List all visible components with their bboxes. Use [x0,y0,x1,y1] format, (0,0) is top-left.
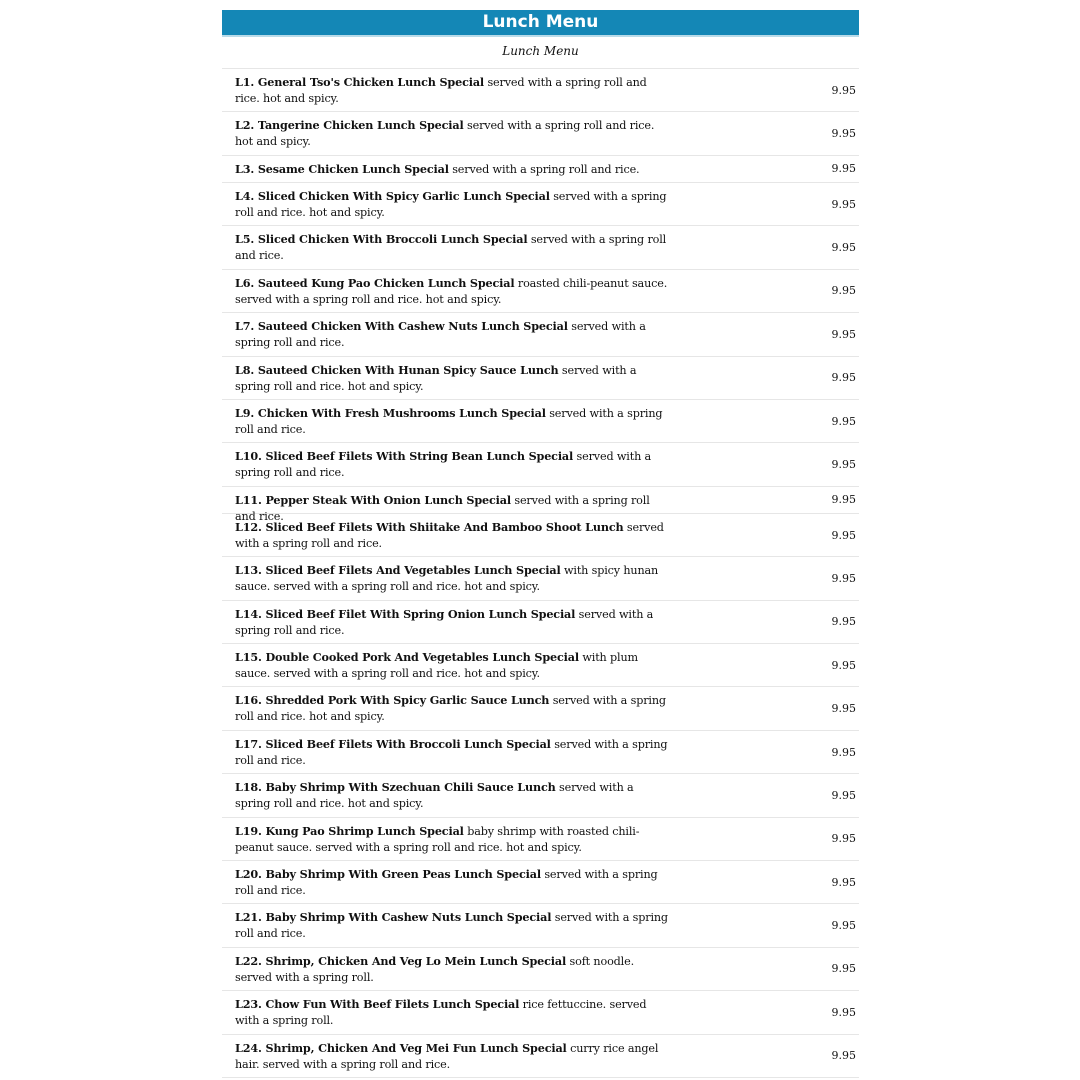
menu-item-text [235,519,670,552]
menu-item-name: L17. Sliced Beef Filets With Broccoli Lunch Special [235,736,551,751]
menu-item [222,183,859,226]
menu-item-name: L6. Sauteed Kung Pao Chicken Lunch Special [235,275,515,290]
menu-item-price: 9.95 [831,962,856,976]
menu-item [222,557,859,600]
menu-item-name: L14. Sliced Beef Filet With Spring Onion Lunch Special [235,606,576,621]
menu-item-description: served with a spring roll and rice. hot and spicy. [235,694,666,724]
menu-item-description: served with a spring roll and rice. [235,493,650,523]
menu-item [222,904,859,947]
menu-item-text [235,823,670,856]
menu-header: Lunch Menu [222,10,859,37]
menu-item-price: 9.95 [831,702,856,716]
menu-item-name: L15. Double Cooked Pork And Vegetables Lunch Special [235,650,579,665]
menu-item-description: roasted chili-peanut sauce. served with a spring roll and rice. hot and spicy. [235,276,668,306]
menu-item-description: with plum sauce. served with a spring roll and rice. hot and spicy. [235,651,638,681]
menu-item-name: L23. Chow Fun With Beef Filets Lunch Special [235,997,520,1012]
menu-item-text [235,779,670,812]
menu-item-name: L1. General Tso's Chicken Lunch Special [235,75,485,89]
menu-item-name: L8. Sauteed Chicken With Hunan Spicy Sauce Lunch [235,362,559,377]
menu-item [222,443,859,486]
menu-item-name: L16. Shredded Pork With Spicy Garlic Sauce Lunch [235,693,550,708]
menu-item [222,644,859,687]
menu-item-text [235,117,670,150]
menu-item-price: 9.95 [831,197,856,211]
menu-item-text [235,161,670,178]
menu-item-description: served with a spring roll and rice. [452,162,640,176]
menu-item-price: 9.95 [831,414,856,428]
menu-item [222,487,859,523]
menu-item-description: served with a spring roll and rice. hot and spicy. [235,189,667,219]
menu-item-text [235,1040,670,1073]
menu-item-description: soft noodle. served with a spring roll. [235,954,634,984]
menu-item-price: 9.95 [831,371,856,385]
menu-item [222,818,859,861]
menu-item-text [235,996,670,1029]
menu-item-price: 9.95 [831,127,856,141]
menu-item-description: baby shrimp with roasted chili-peanut sauce. served with a spring roll and rice. hot and spicy. [235,824,640,854]
menu-item-name: L11. Pepper Steak With Onion Lunch Special [235,492,511,507]
menu-item-text [235,562,670,595]
menu-item-name: L22. Shrimp, Chicken And Veg Lo Mein Lunch Special [235,953,567,968]
menu-item-description: curry rice angel hair. served with a spring roll and rice. [235,1041,659,1071]
menu-item-name: L3. Sesame Chicken Lunch Special [235,161,449,176]
menu-item-text [235,953,670,986]
menu-item-name: L19. Kung Pao Shrimp Lunch Special [235,823,464,838]
menu-item-description: served with a spring roll and rice. [235,233,667,263]
menu-item-name: L24. Shrimp, Chicken And Veg Mei Fun Lunch Special [235,1040,567,1055]
menu-item-price: 9.95 [831,658,856,672]
menu-item-text [235,405,670,438]
menu-subtitle: Lunch Menu [222,37,859,69]
menu-item-price: 9.95 [831,832,856,846]
menu-item-price: 9.95 [831,284,856,298]
menu-item-text [235,362,670,395]
menu-item [222,112,859,155]
menu-item-name: L10. Sliced Beef Filets With String Bean Lunch Special [235,449,574,464]
menu-item-description: served with a spring roll and rice. [235,911,668,941]
menu-item-name: L13. Sliced Beef Filets And Vegetables Lunch Special [235,563,561,578]
menu-item [222,601,859,644]
menu-item [222,948,859,991]
menu-item-price: 9.95 [831,83,856,97]
menu-item-name: L20. Baby Shrimp With Green Peas Lunch Special [235,867,541,882]
menu-item-text [235,74,670,107]
menu-item-name: L4. Sliced Chicken With Spicy Garlic Lunch Special [235,188,550,203]
menu-item-text [235,188,670,221]
menu-item-price: 9.95 [831,458,856,471]
menu-item-price: 9.95 [831,788,856,802]
menu-item-text [235,909,670,942]
menu-item [222,400,859,443]
menu-item-description: served with a spring roll and rice. [235,607,654,637]
menu-item [222,991,859,1034]
menu-item-text [235,606,670,639]
menu-item-price: 9.95 [831,615,856,629]
menu-item-text [235,318,670,351]
menu-item [222,270,859,313]
menu-item [222,514,859,557]
menu-item-text [235,649,670,682]
menu-item [222,357,859,400]
menu-item [222,774,859,817]
menu-item [222,687,859,730]
menu-item-text [235,231,670,264]
menu-item [222,731,859,774]
menu-item-description: served with a spring roll and rice. [235,868,658,898]
lunch-menu [222,10,859,1078]
menu-item-description: served with a spring roll and rice. hot and spicy. [235,781,634,811]
menu-item-text [235,692,670,725]
menu-item-name: L21. Baby Shrimp With Cashew Nuts Lunch Special [235,910,552,925]
menu-item-text [235,275,670,308]
menu-item-list [222,69,859,1078]
menu-item [222,226,859,269]
menu-item-description: served with a spring roll and rice. [235,737,668,767]
menu-item-description: served with a spring roll and rice. hot and spicy. [235,119,655,149]
menu-item [222,313,859,356]
menu-item-price: 9.95 [831,162,856,176]
menu-item-text [235,448,670,481]
menu-item-name: L7. Sauteed Chicken With Cashew Nuts Lunch Special [235,319,568,334]
menu-item-name: L2. Tangerine Chicken Lunch Special [235,118,464,133]
menu-item-description: served with a spring roll and rice. hot and spicy. [235,76,647,105]
menu-item-price: 9.95 [831,1049,856,1063]
menu-item-price: 9.95 [831,1005,856,1019]
menu-item [222,69,859,112]
menu-item-price: 9.95 [831,493,856,507]
menu-item [222,156,859,183]
menu-item-price: 9.95 [831,571,856,585]
menu-item-price: 9.95 [831,528,856,542]
menu-item-price: 9.95 [831,327,856,341]
menu-item-name: L12. Sliced Beef Filets With Shiitake And Bamboo Shoot Lunch [235,519,624,534]
menu-item-description: served with a spring roll and rice. [235,406,663,436]
menu-item-name: L18. Baby Shrimp With Szechuan Chili Sauce Lunch [235,780,556,795]
menu-item-text [235,736,670,769]
menu-item [222,861,859,904]
menu-item-description: with spicy hunan sauce. served with a spring roll and rice. hot and spicy. [235,564,659,594]
menu-item [222,1035,859,1078]
menu-item-description: served with a spring roll and rice. [235,450,652,480]
menu-item-price: 9.95 [831,745,856,759]
menu-item-description: served with a spring roll and rice. hot and spicy. [235,363,637,393]
menu-item-price: 9.95 [831,241,856,255]
menu-item-description: served with a spring roll and rice. [235,520,664,550]
menu-item-description: rice fettuccine. served with a spring roll. [235,998,647,1028]
menu-item-price: 9.95 [831,919,856,933]
menu-item-name: L5. Sliced Chicken With Broccoli Lunch Special [235,232,528,247]
menu-item-description: served with a spring roll and rice. [235,320,646,350]
menu-item-name: L9. Chicken With Fresh Mushrooms Lunch Special [235,405,546,420]
menu-item-price: 9.95 [831,875,856,889]
menu-item-text [235,866,670,899]
